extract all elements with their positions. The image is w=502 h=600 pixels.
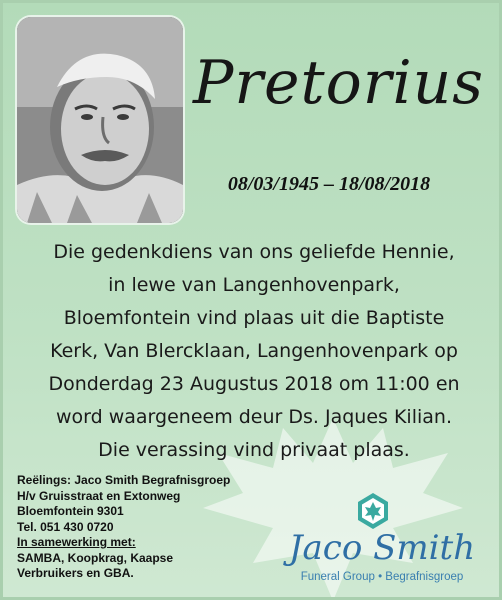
notice-line: word waargeneem deur Ds. Jaques Kilian. (55, 406, 452, 428)
jaco-smith-emblem-icon (353, 491, 393, 531)
cooperation-heading: In samewerking met: (17, 535, 136, 549)
notice-line: Kerk, Van Blercklaan, Langenhovenpark op (50, 340, 458, 362)
notice-line: Die verassing vind privaat plaas. (98, 439, 410, 461)
partners-line: SAMBA, Koopkrag, Kaapse (17, 550, 174, 565)
logo-tagline: Funeral Group • Begrafnisgroep (300, 571, 464, 583)
life-dates: 08/03/1945 – 18/08/2018 (227, 173, 431, 195)
notice-line: Die gedenkdiens van ons geliefde Hennie, (53, 241, 455, 263)
address-line: H/v Gruisstraat en Extonweg (17, 488, 181, 503)
city-line: Bloemfontein 9301 (17, 504, 124, 518)
arrangements-line: Reëlings: Jaco Smith Begrafnisgroep (17, 473, 231, 487)
notice-line: Bloemfontein vind plaas uit die Baptiste (63, 307, 445, 329)
phone-line: Tel. 051 430 0720 (17, 519, 114, 534)
partners-line: Verbruikers en GBA. (17, 566, 134, 580)
portrait-photo (17, 17, 183, 223)
surname-heading: Pretorius (193, 48, 485, 118)
logo-wordmark: Jaco Smith (288, 528, 476, 568)
arrangements-block (17, 473, 267, 582)
notice-line: in lewe van Langenhovenpark, (108, 274, 400, 296)
memorial-notice-text (15, 236, 493, 467)
notice-line: Donderdag 23 Augustus 2018 om 11:00 en (48, 373, 460, 395)
